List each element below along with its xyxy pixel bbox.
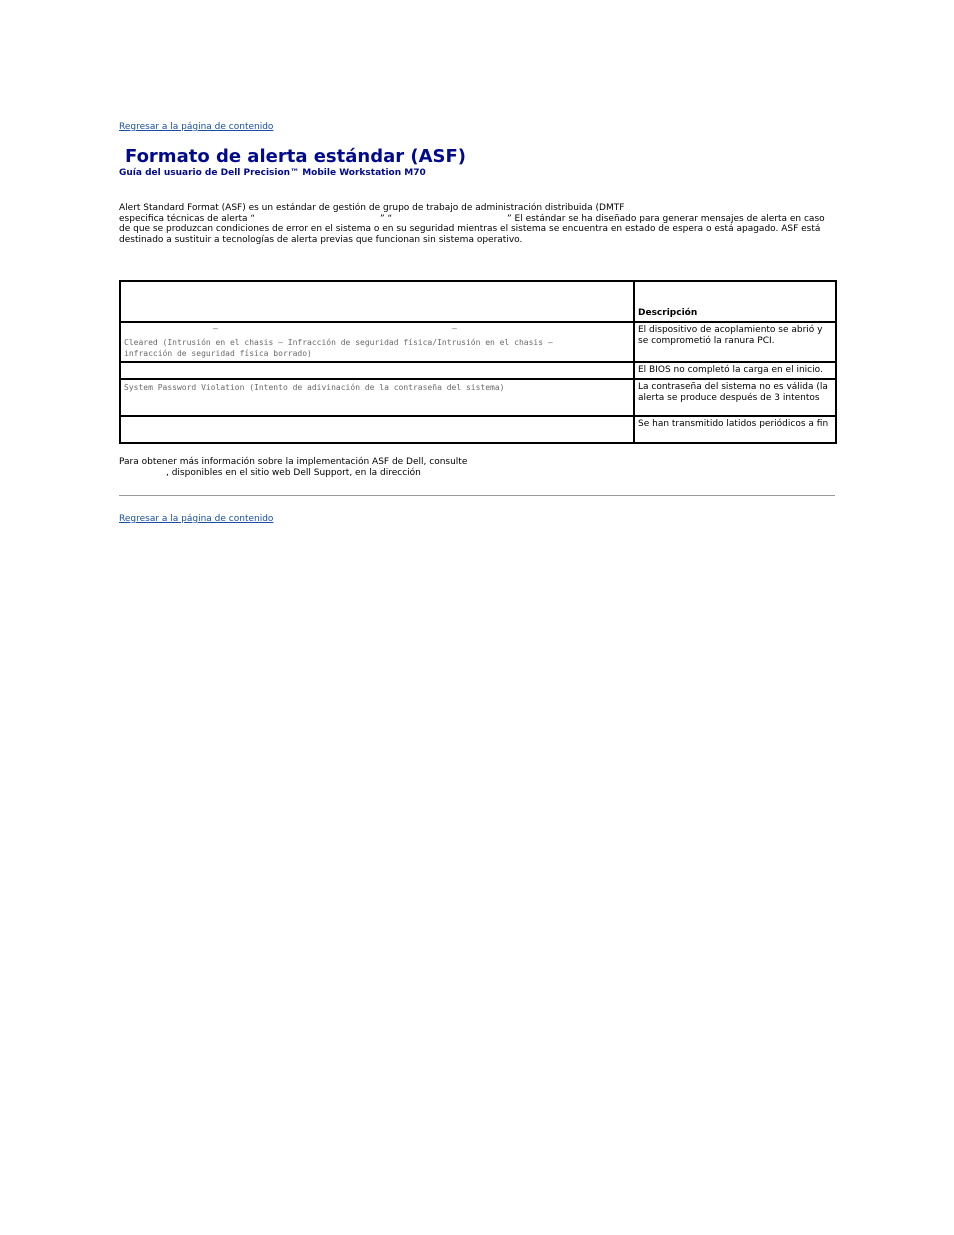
header-description-label: Descripción — [638, 307, 698, 318]
alert-cell — [120, 362, 634, 379]
alert-text-line-2: infracción de seguridad física borrado) — [124, 349, 312, 358]
intro-line-2-b: ” “ — [380, 213, 393, 224]
alert-dash-1: – — [213, 324, 218, 333]
table-row — [120, 362, 836, 379]
alert-text-line-1: Cleared (Intrusión en el chasis – Infracción de seguridad física/Intrusión en el chasis – — [124, 338, 553, 347]
description-cell: El BIOS no completó la carga en el inicio. — [634, 362, 836, 379]
table-row — [120, 379, 836, 416]
divider — [119, 495, 835, 496]
footer-note-line-1: Para obtener más información sobre la implementación ASF de Dell, consulte — [119, 457, 468, 467]
intro-line-2-c: ” El estándar se ha diseñado para generar mensajes de alerta en caso — [507, 213, 825, 224]
intro-line-4: destinado a sustituir a tecnologías de alerta previas que funcionan sin sistema operativo. — [119, 234, 523, 245]
header-cell-description — [634, 281, 836, 322]
asf-alerts-table — [119, 280, 837, 444]
alert-cell — [120, 379, 634, 416]
table-header-row — [120, 281, 836, 322]
description-cell: El dispositivo de acoplamiento se abrió y se comprometió la ranura PCI. — [634, 322, 836, 362]
alert-cell — [120, 416, 634, 443]
alert-cell — [120, 322, 634, 362]
header-cell-alert — [120, 281, 634, 322]
footer-note-line-2: , disponibles en el sitio web Dell Support, en la dirección — [166, 467, 421, 478]
intro-line-1: Alert Standard Format (ASF) es un estándar de gestión de grupo de trabajo de administración distribuida (DMTF — [119, 203, 625, 213]
alert-text: System Password Violation (Intento de adivinación de la contraseña del sistema) — [124, 383, 505, 392]
alert-dash-2: – — [452, 324, 457, 333]
back-to-contents-link-top[interactable]: Regresar a la página de contenido — [119, 122, 274, 132]
description-cell: La contraseña del sistema no es válida (la alerta se produce después de 3 intentos — [634, 379, 836, 416]
intro-paragraph — [119, 203, 835, 245]
footer-note — [119, 457, 835, 478]
intro-line-2-a: especifica técnicas de alerta “ — [119, 213, 256, 224]
description-cell: Se han transmitido latidos periódicos a fin — [634, 416, 836, 443]
page-subtitle: Guía del usuario de Dell Precision™ Mobile Workstation M70 — [119, 168, 426, 178]
table-row — [120, 322, 836, 362]
intro-line-3: de que se produzcan condiciones de error en el sistema o en su seguridad mientras el sistema se encuentra en estado de espera o está apagado. ASF está — [119, 224, 821, 234]
back-to-contents-link-bottom[interactable]: Regresar a la página de contenido — [119, 514, 274, 524]
page-title: Formato de alerta estándar (ASF) — [125, 146, 467, 167]
table-row — [120, 416, 836, 443]
intro-line-2 — [119, 214, 835, 225]
